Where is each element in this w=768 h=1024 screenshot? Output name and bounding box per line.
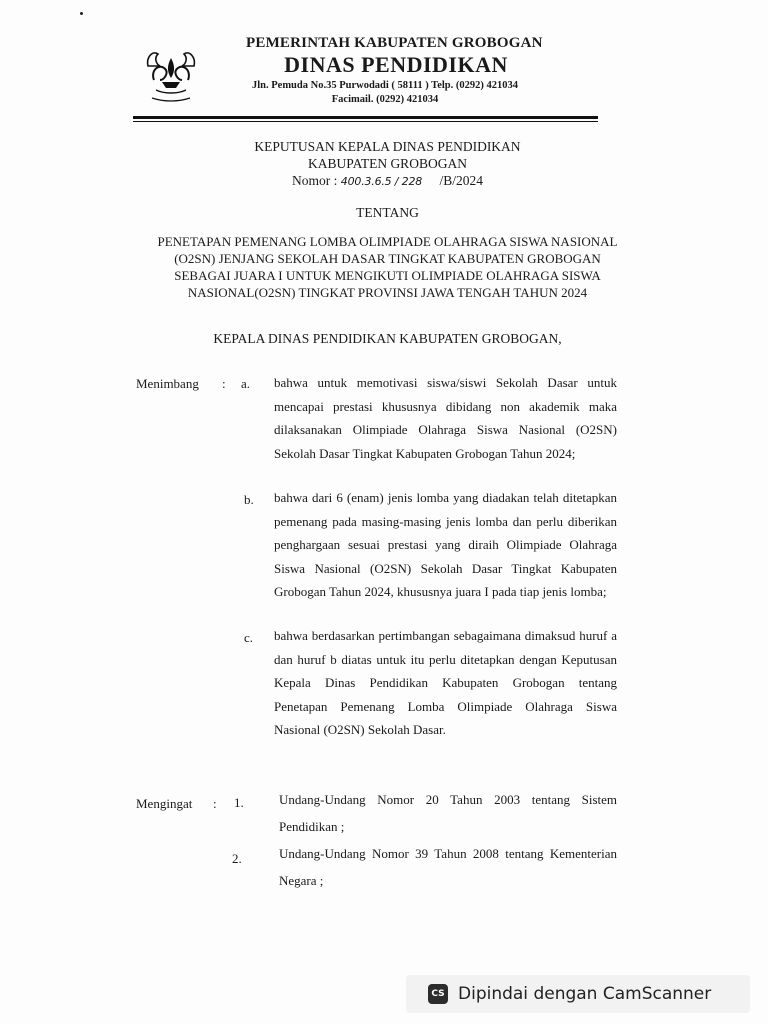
mengingat-label: Mengingat (136, 796, 193, 811)
camscanner-watermark (406, 975, 750, 1013)
menimbang-letter-c: c. (244, 630, 254, 645)
letterhead-department: DINAS PENDIDIKAN (284, 52, 508, 77)
menimbang-letter-b: b. (244, 492, 254, 507)
decree-number (120, 172, 655, 190)
menimbang-item-a: bahwa untuk memotivasi siswa/siswi Sekolah Dasar untuk mencapai prestasi khususnya dibidang non akademik maka dilaksanakan Olimpiade Olahraga Siswa Nasional (O2SN) Sekolah Dasar Tingkat Kabupaten Grobogan Tahun 2024; (274, 375, 617, 461)
number-suffix: /B/2024 (439, 173, 483, 188)
mengingat-number-1: 1. (234, 795, 244, 810)
subject-line: (O2SN) JENJANG SEKOLAH DASAR TINGKAT KABUPATEN GROBOGAN (174, 251, 601, 266)
regency-emblem-logo (140, 40, 202, 106)
mengingat-item-1: Undang-Undang Nomor 20 Tahun 2003 tentang Sistem Pendidikan ; (279, 792, 617, 834)
letterhead-organization: PEMERINTAH KABUPATEN GROBOGAN (246, 35, 543, 51)
letterhead-rule-thick (133, 116, 598, 119)
address-line: Jln. Pemuda No.35 Purwodadi ( 58111 ) Telp. (0292) 421034 (251, 80, 519, 91)
decree-title-line2: KABUPATEN GROBOGAN (308, 156, 467, 171)
number-prefix: Nomor : (292, 173, 338, 188)
letterhead-address (240, 79, 530, 107)
menimbang-label: Menimbang (136, 376, 199, 391)
number-handwritten-1: 400.3.6.5 / (340, 175, 399, 188)
subject-line: PENETAPAN PEMENANG LOMBA OLIMPIADE OLAHRAGA SISWA NASIONAL (157, 234, 618, 249)
fax-line: Facimail. (0292) 421034 (331, 94, 439, 105)
menimbang-item-b: bahwa dari 6 (enam) jenis lomba yang diadakan telah ditetapkan pemenang pada masing-masing jenis lomba dan perlu diberikan penghargaan sesuai prestasi yang diraih Olimpiade Olahraga Siswa Nasional (O2SN) Sekolah Dasar Tingkat Kabupaten Grobogan Tahun 2024, khususnya juara I pada tiap jenis lomba; (274, 490, 617, 599)
decree-issuer: KEPALA DINAS PENDIDIKAN KABUPATEN GROBOGAN, (213, 331, 562, 346)
decree-subject (120, 233, 655, 301)
menimbang-letter-a: a. (241, 376, 251, 391)
decree-title-line1: KEPUTUSAN KEPALA DINAS PENDIDIKAN (254, 139, 521, 154)
decree-about-heading: TENTANG (356, 205, 419, 220)
camscanner-icon: CS (428, 984, 448, 1004)
letterhead-rule-thin (133, 121, 598, 122)
scan-speck (80, 12, 83, 15)
menimbang-item-c: bahwa berdasarkan pertimbangan sebagaimana dimaksud huruf a dan huruf b diatas untuk itu perlu ditetapkan dengan Keputusan Kepala Dinas Pendidikan Kabupaten Grobogan tentang Penetapan Pemenang Lomba Olimpiade Olahraga Siswa Nasional (O2SN) Sekolah Dasar. (274, 628, 617, 737)
subject-line: NASIONAL(O2SN) TINGKAT PROVINSI JAWA TENGAH TAHUN 2024 (187, 285, 588, 300)
menimbang-colon: : (222, 376, 226, 391)
mengingat-item-2: Undang-Undang Nomor 39 Tahun 2008 tentang Kementerian Negara ; (279, 846, 617, 888)
mengingat-number-2: 2. (232, 851, 242, 866)
number-handwritten-2: 228 (401, 175, 423, 188)
camscanner-text: Dipindai dengan CamScanner (458, 984, 712, 1004)
mengingat-colon: : (213, 796, 217, 811)
subject-line: SEBAGAI JUARA I UNTUK MENGIKUTI OLIMPIADE OLAHRAGA SISWA (174, 268, 601, 283)
